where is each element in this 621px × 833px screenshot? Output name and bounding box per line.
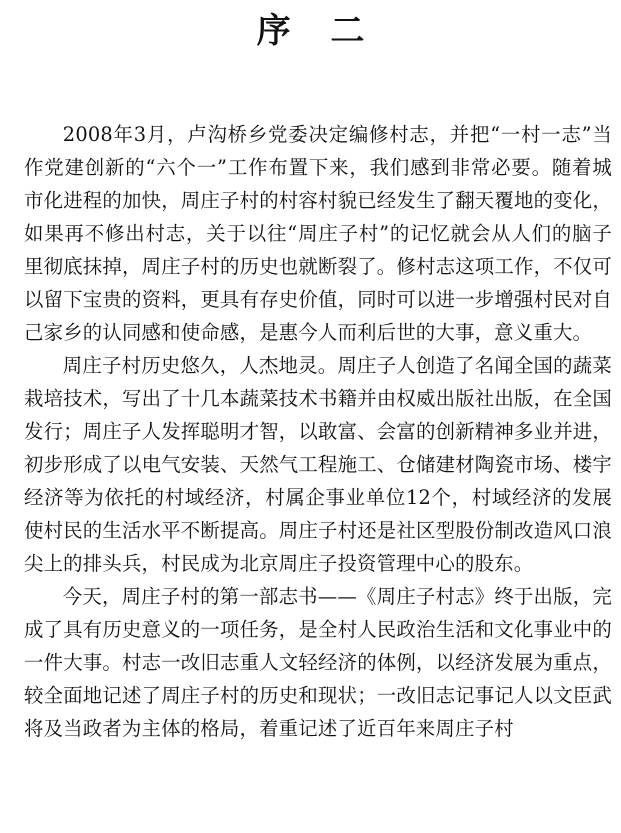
page-title: 序 二 (256, 11, 379, 51)
paragraph-2: 周庄子村历史悠久，人杰地灵。周庄子人创造了名闻全国的蔬菜栽培技术，写出了十几本蔬菜技术书籍并由权威出版社出版，在全国发行；周庄子人发挥聪明才智，以敢富、会富的创新精神多业并进，初步形成了以电气安装、天然气工程施工、仓储建材陶瓷市场、楼宇经济等为依托的村域经济，村属企事业单位12个，村域经济的发展使村民的生活水平不断提高。周庄子村还是社区型股份制改造风口浪尖上的排头兵，村民成为北京周庄子投资管理中心的股东。 (24, 354, 612, 575)
paragraph-1: 2008年3月，卢沟桥乡党委决定编修村志，并把“一村一志”当作党建创新的“六个一”工作布置下来，我们感到非常必要。随着城市化进程的加快，周庄子村的村容村貌已经发生了翻天覆地的变化，如果再不修出村志，关于以往“周庄子村”的记忆就会从人们的脑子里彻底抹掉，周庄子村的历史也就断裂了。修村志这项工作，不仅可以留下宝贵的资料，更具有存史价值，同时可以进一步增强村民对自己家乡的认同感和使命感，是惠今人而利后世的大事，意义重大。 (24, 123, 612, 344)
paragraph-3: 今天，周庄子村的第一部志书——《周庄子村志》终于出版，完成了具有历史意义的一项任务，是全村人民政治生活和文化事业中的一件大事。村志一改旧志重人文轻经济的体例，以经济发展为重点，较全面地记述了周庄子村的历史和现状；一改旧志记事记人以文臣武将及当政者为主体的格局，着重记述了近百年来周庄子村 (24, 585, 612, 740)
body-text (24, 118, 612, 745)
